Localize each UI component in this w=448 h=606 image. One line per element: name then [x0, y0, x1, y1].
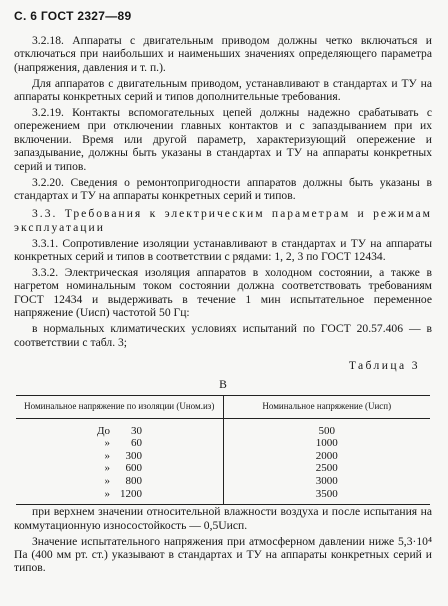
row-test-voltage: 3000 [315, 474, 338, 487]
paragraph-3-2-20: 3.2.20. Сведения о ремонтопригодности аппаратов должны быть указаны в стандартах и ТУ на аппараты конкретных серий и типов. [14, 175, 432, 202]
table-row [16, 450, 430, 463]
paragraph-3-2-18: 3.2.18. Аппараты с двигательным приводом должны четко включаться и отключаться при наибольших и наименьших значениях определяющего параметра (напряжения, давления и т. п.). [14, 34, 432, 74]
row-voltage: 60 [131, 437, 142, 450]
row-prefix: » [104, 462, 110, 475]
row-voltage: 300 [125, 449, 142, 462]
paragraph-drive-requirements: Для аппаратов с двигательным приводом, устанавливают в стандартах и ТУ на аппараты конкретных серий и типов дополнительные требования. [14, 76, 432, 104]
page-header: С. 6 ГОСТ 2327—89 [14, 9, 132, 23]
table-caption: Таблица 3 [348, 358, 420, 372]
row-voltage: 800 [125, 474, 142, 487]
paragraph-humidity: при верхнем значении относительной влажности воздуха и после испытания на коммутационную износостойкость — 0,5Uисп. [14, 505, 432, 532]
paragraph-climatic: в нормальных климатических условиях испытаний по ГОСТ 20.57.406 — в соответствии с табл. 3; [14, 322, 432, 349]
paragraph-3-3-1: 3.3.1. Сопротивление изоляции устанавливают в стандартах и ТУ на аппараты конкретных серий и типов в соответствии с рядами: 1, 2, 3 по ГОСТ 12434. [14, 236, 432, 264]
table-row [16, 488, 430, 505]
row-voltage: 30 [131, 424, 142, 437]
table-header-rated-insulation-voltage: Номинальное напряжение по изоляции (Uном.из) [16, 395, 223, 418]
row-test-voltage: 2500 [315, 462, 338, 475]
row-voltage: 1200 [120, 487, 142, 500]
row-test-voltage: 3500 [223, 488, 430, 505]
section-heading-3-3: 3.3. Требования к электрическим параметрам и режимам эксплуатации [14, 207, 432, 234]
table-row [16, 463, 430, 476]
row-prefix: До [96, 424, 110, 437]
paragraph-3-3-2: 3.3.2. Электрическая изоляция аппаратов в холодном состоянии, а также в нагретом номинальным током состоянии должна соответствовать требованиям ГОСТ 12434 и выдерживать в течение 1 мин испытательное переменное напряжение (Uисп) частотой 50 Гц: [14, 266, 432, 320]
row-prefix: » [104, 474, 110, 487]
row-test-voltage: 1000 [315, 437, 338, 450]
document-body [14, 34, 432, 577]
paragraph-3-2-19: 3.2.19. Контакты вспомогательных цепей должны надежно срабатывать с опережением при отключении главных контактов и с запаздыванием при их включении. Время или другой параметр, характеризующий опережение и запаздывание, должны быть указаны в стандартах и ТУ на аппараты конкретных серий и типов. [14, 106, 432, 173]
row-prefix: » [104, 449, 110, 462]
table-header-test-voltage: Номинальное напряжение (Uисп) [223, 395, 430, 418]
table-letter: В [219, 378, 227, 392]
row-prefix: » [104, 487, 110, 500]
row-test-voltage: 2000 [315, 449, 338, 462]
row-voltage: 600 [125, 462, 142, 475]
table-3 [16, 395, 430, 506]
table-row [16, 437, 430, 450]
table-header-row [16, 395, 430, 418]
paragraph-pressure: Значение испытательного напряжения при атмосферном давлении ниже 5,3·10⁴ Па (400 мм рт. ст.) указывают в стандартах и ТУ на аппараты конкретных серий и типов. [14, 534, 432, 575]
table-row [16, 418, 430, 437]
row-test-voltage: 500 [318, 424, 335, 437]
row-prefix: » [104, 437, 110, 450]
table-row [16, 475, 430, 488]
